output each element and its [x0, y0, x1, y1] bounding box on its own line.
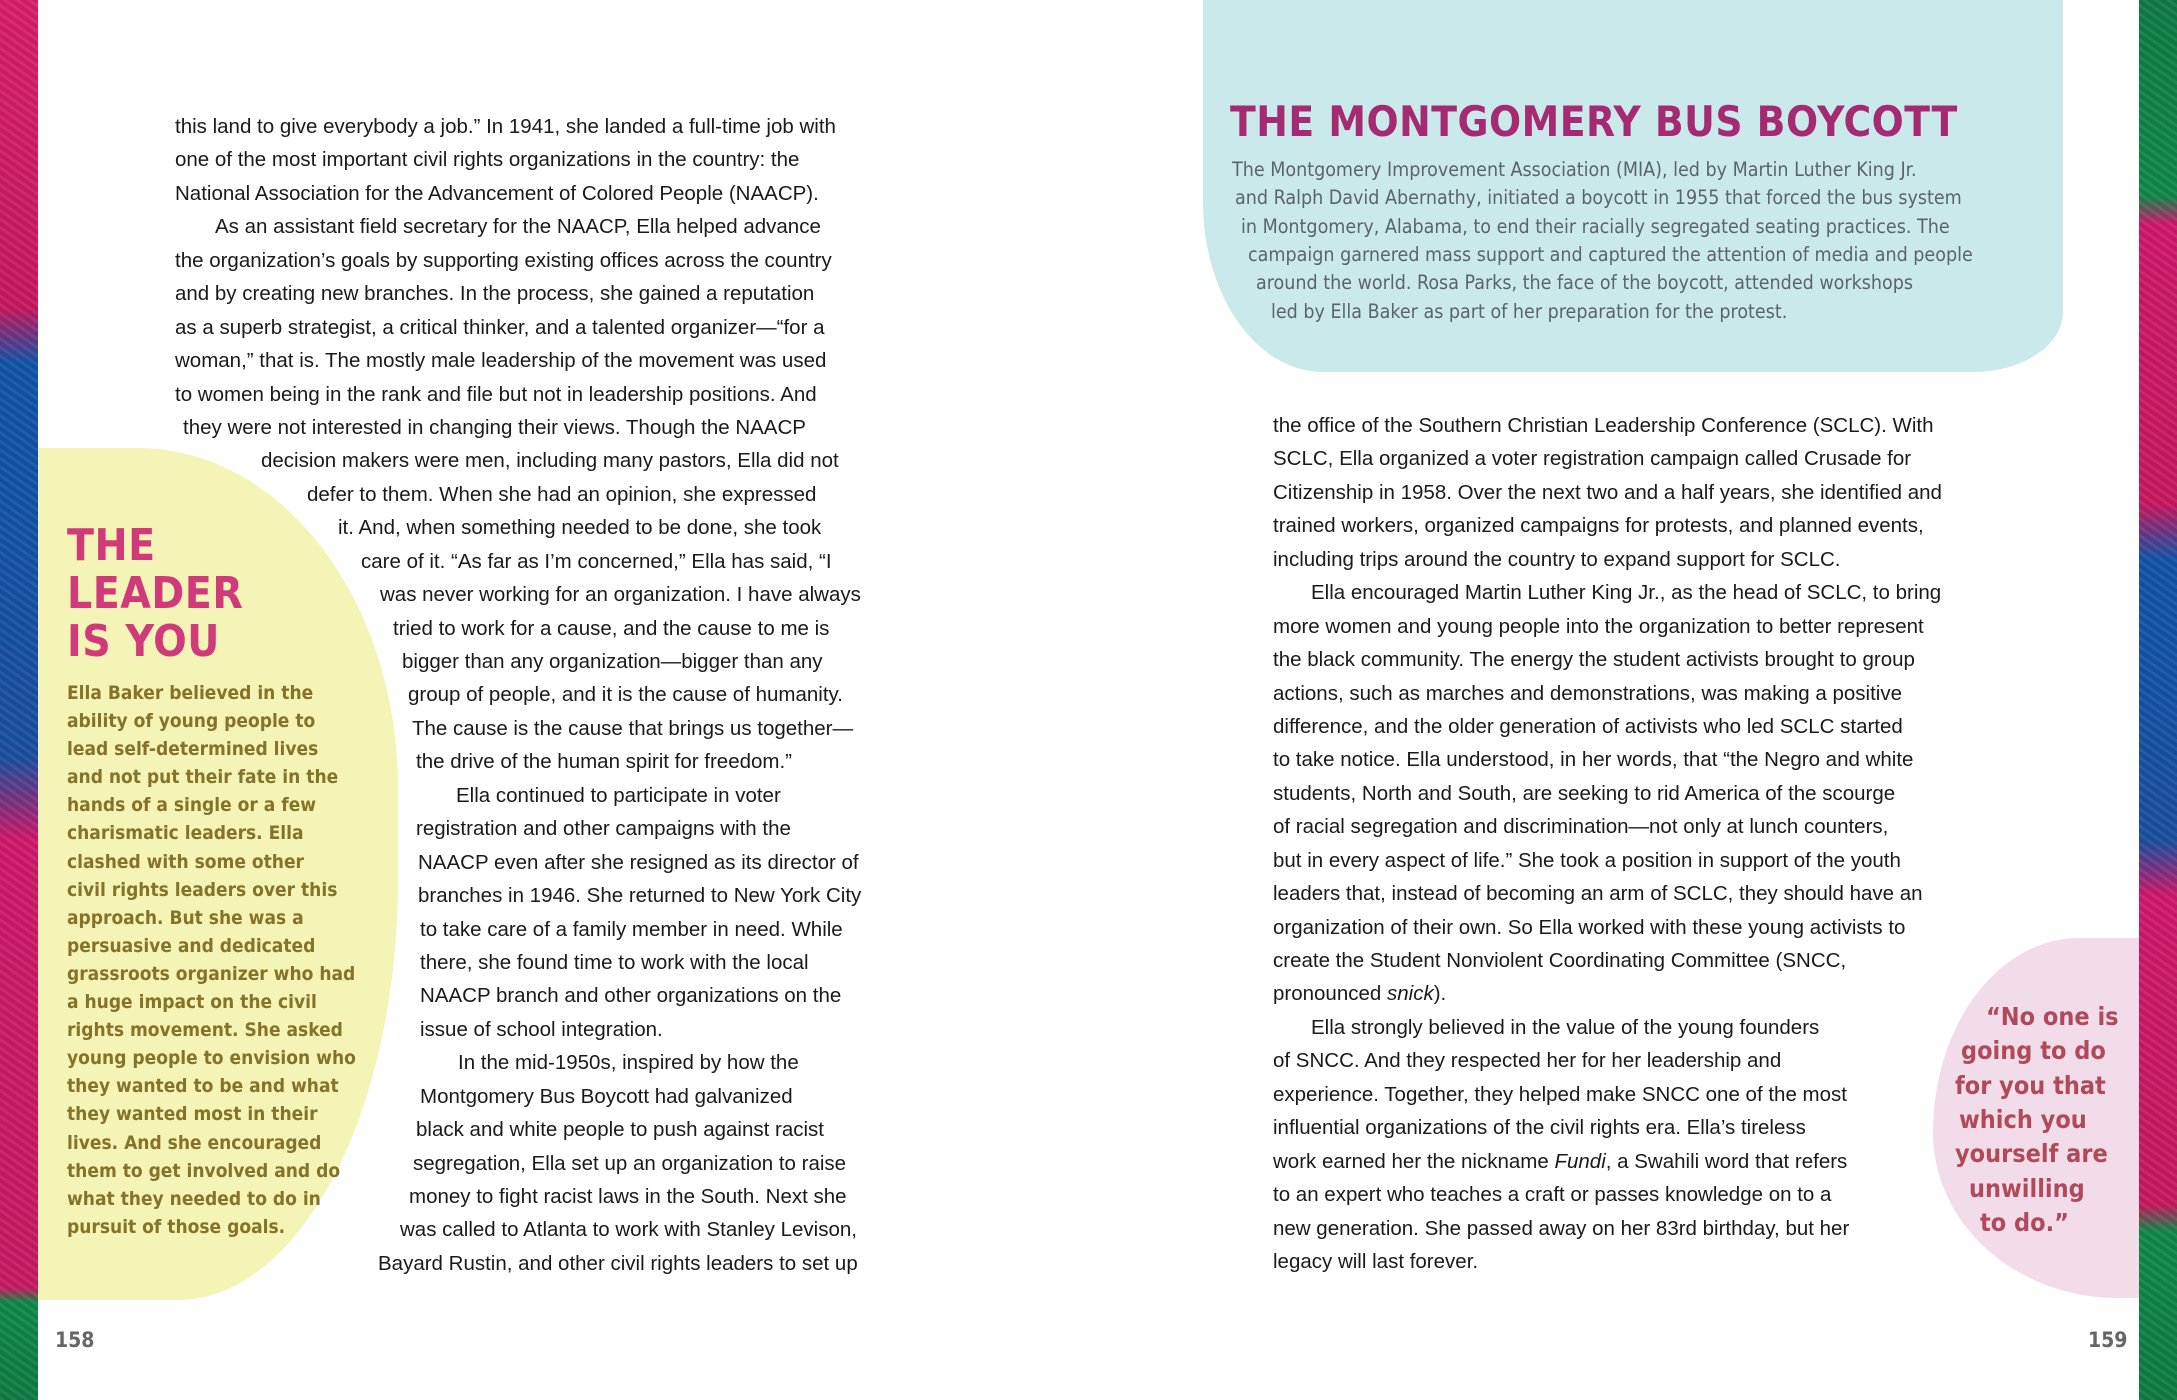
- body-line: Ella continued to participate in voter: [456, 783, 781, 807]
- body-line-text: difference, and the older generation of activists who led SCLC started: [1273, 714, 1903, 738]
- italic-term-fundi: Fundi: [1554, 1149, 1606, 1173]
- sidebar-line: what they needed to do in: [67, 1187, 321, 1210]
- leader-sidebar-text: [67, 679, 367, 1241]
- sidebar-line: lead self-determined lives: [67, 738, 319, 761]
- leader-sidebar-title: [67, 522, 243, 666]
- sidebar-line: hands of a single or a few: [67, 794, 317, 817]
- sidebar-line: and not put their fate in the: [67, 766, 339, 789]
- body-line: [1273, 1245, 1942, 1278]
- body-line: [1273, 1178, 1942, 1211]
- sidebar-line: rights movement. She asked: [67, 1019, 343, 1042]
- body-line: NAACP even after she resigned as its director of: [418, 850, 859, 874]
- boycott-line: The Montgomery Improvement Association (MIA), led by Martin Luther King Jr.: [1232, 158, 1917, 181]
- body-line: the drive of the human spirit for freedom.”: [416, 750, 793, 774]
- body-line: In the mid-1950s, inspired by how the: [458, 1051, 799, 1075]
- body-line: [1273, 576, 1942, 609]
- body-line: decision makers were men, including many pastors, Ella did not: [261, 449, 839, 473]
- body-line-text: actions, such as marches and demonstrations, was making a positive: [1273, 681, 1902, 705]
- quote-line: “No one is: [1986, 1002, 2119, 1031]
- body-line-text: including trips around the country to expand support for SCLC.: [1273, 547, 1841, 571]
- body-line: [1273, 944, 1942, 977]
- body-line: [1273, 643, 1942, 676]
- body-line: [1273, 1212, 1942, 1245]
- sidebar-line: pursuit of those goals.: [67, 1215, 286, 1238]
- sidebar-title-line: IS YOU: [67, 616, 220, 667]
- quote-line: which you: [1959, 1104, 2087, 1134]
- body-line: [1273, 509, 1942, 542]
- page-number-right: 159: [2088, 1328, 2128, 1352]
- body-line-text: experience. Together, they helped make SNCC one of the most: [1273, 1082, 1847, 1106]
- sidebar-line: they wanted to be and what: [67, 1075, 339, 1098]
- boycott-line: and Ralph David Abernathy, initiated a boycott in 1955 that forced the bus system: [1235, 186, 1962, 210]
- sidebar-line: them to get involved and do: [67, 1159, 341, 1182]
- body-line-text: organization of their own. So Ella worked with these young activists to: [1273, 915, 1906, 939]
- body-line: there, she found time to work with the local: [420, 950, 809, 974]
- sidebar-line: civil rights leaders over this: [67, 878, 338, 901]
- body-line: [1273, 911, 1942, 944]
- body-line: [1273, 844, 1942, 877]
- body-line: woman,” that is. The mostly male leadership of the movement was used: [175, 349, 827, 373]
- body-line: National Association for the Advancement of Colored People (NAACP).: [175, 181, 819, 205]
- body-line-text: trained workers, organized campaigns for protests, and planned events,: [1273, 514, 1924, 538]
- sidebar-line: persuasive and dedicated: [67, 934, 316, 957]
- body-line-text: Citizenship in 1958. Over the next two and a half years, she identified and: [1273, 480, 1942, 504]
- body-line: [1273, 610, 1942, 643]
- sidebar-line: they wanted most in their: [67, 1103, 318, 1126]
- body-line: care of it. “As far as I’m concerned,” Ella has said, “I: [361, 549, 832, 573]
- body-line-text: to an expert who teaches a craft or passes knowledge on to a: [1273, 1183, 1832, 1207]
- body-line: money to fight racist laws in the South. Next she: [409, 1185, 847, 1208]
- body-line: As an assistant field secretary for the NAACP, Ella helped advance: [215, 215, 821, 239]
- body-line: bigger than any organization—bigger than any: [402, 650, 823, 673]
- body-line: this land to give everybody a job.” In 1941, she landed a full-time job with: [175, 115, 836, 138]
- quote-line: yourself are: [1955, 1139, 2108, 1169]
- body-line: [1273, 877, 1942, 910]
- quote-line: for you that: [1955, 1070, 2106, 1100]
- body-line: [1273, 810, 1942, 843]
- body-line: segregation, Ella set up an organization to raise: [413, 1151, 847, 1175]
- right-edge-band: [2139, 0, 2177, 1400]
- body-line: one of the most important civil rights organizations in the country: the: [175, 148, 800, 172]
- boycott-line: campaign garnered mass support and captured the attention of media and people: [1248, 242, 1973, 266]
- body-line: they were not interested in changing their views. Though the NAACP: [183, 415, 806, 439]
- body-line-text: create the Student Nonviolent Coordinating Committee (SNCC,: [1273, 949, 1847, 972]
- body-line: NAACP branch and other organizations on the: [420, 984, 842, 1008]
- body-line-text: the office of the Southern Christian Leadership Conference (SCLC). With: [1273, 414, 1934, 437]
- body-line-text: but in every aspect of life.” She took a position in support of the youth: [1273, 848, 1901, 872]
- body-line: group of people, and it is the cause of humanity.: [408, 683, 843, 707]
- body-line-text: influential organizations of the civil rights era. Ella’s tireless: [1273, 1116, 1806, 1140]
- body-line: Bayard Rustin, and other civil rights leaders to set up: [378, 1251, 858, 1275]
- body-line: [1273, 710, 1942, 743]
- boycott-title: THE MONTGOMERY BUS BOYCOTT: [1230, 97, 1958, 146]
- body-line: to take care of a family member in need. While: [420, 917, 843, 941]
- body-line-text: students, North and South, are seeking to rid America of the scourge: [1273, 781, 1896, 805]
- sidebar-line: clashed with some other: [67, 850, 304, 873]
- body-line-text: to take notice. Ella understood, in her words, that “the Negro and white: [1273, 748, 1914, 772]
- boycott-line: in Montgomery, Alabama, to end their racially segregated seating practices. The: [1241, 214, 1950, 238]
- quote-line: to do.”: [1980, 1207, 2069, 1237]
- body-line: defer to them. When she had an opinion, she expressed: [307, 482, 817, 506]
- body-line-text: leaders that, instead of becoming an arm of SCLC, they should have an: [1273, 882, 1923, 906]
- body-line: [1273, 409, 1942, 442]
- quote-line: unwilling: [1969, 1173, 2085, 1203]
- body-line: as a superb strategist, a critical thinker, and a talented organizer—“for a: [175, 315, 825, 339]
- body-line-text: Ella strongly believed in the value of the young founders: [1311, 1015, 1820, 1039]
- right-page-body: [1273, 409, 1942, 1278]
- sidebar-line: approach. But she was a: [67, 906, 304, 929]
- body-line: [1273, 1044, 1942, 1077]
- boycott-line: around the world. Rosa Parks, the face of the boycott, attended workshops: [1256, 271, 1914, 295]
- body-line-text: , a Swahili word that refers: [1605, 1149, 1848, 1173]
- quote-line: going to do: [1961, 1036, 2106, 1066]
- body-line: [1273, 1078, 1942, 1111]
- body-line-text: pronounced: [1273, 982, 1387, 1006]
- body-line: was never working for an organization. I have always: [380, 583, 861, 607]
- body-line: [1273, 677, 1942, 710]
- body-line-text: of SNCC. And they respected her for her leadership and: [1273, 1049, 1782, 1073]
- boycott-line: led by Ella Baker as part of her preparation for the protest.: [1271, 299, 1788, 323]
- page-number-left: 158: [55, 1328, 95, 1352]
- body-line: the organization’s goals by supporting existing offices across the country: [175, 248, 832, 272]
- sidebar-line: grassroots organizer who had: [67, 962, 356, 985]
- body-line: [1273, 476, 1942, 509]
- body-line: [1273, 543, 1942, 576]
- sidebar-line: Ella Baker believed in the: [67, 682, 314, 704]
- body-line: [1273, 1011, 1942, 1044]
- body-line: to women being in the rank and file but not in leadership positions. And: [175, 382, 817, 406]
- body-line: The cause is the cause that brings us together—: [412, 716, 854, 740]
- body-line: black and white people to push against racist: [416, 1118, 824, 1142]
- body-line-text: the black community. The energy the student activists brought to group: [1273, 648, 1915, 672]
- sidebar-line: young people to envision who: [67, 1047, 356, 1070]
- body-line-text: legacy will last forever.: [1273, 1249, 1479, 1273]
- body-line-text: SCLC, Ella organized a voter registration campaign called Crusade for: [1273, 447, 1912, 471]
- body-line: [1273, 442, 1942, 475]
- body-line: [1273, 1111, 1942, 1144]
- sidebar-line: charismatic leaders. Ella: [67, 822, 304, 845]
- body-line: issue of school integration.: [420, 1017, 663, 1041]
- body-line-text: new generation. She passed away on her 83rd birthday, but her: [1273, 1216, 1850, 1240]
- sidebar-title-line: LEADER: [67, 568, 244, 619]
- body-line: tried to work for a cause, and the cause to me is: [393, 616, 830, 640]
- body-line: branches in 1946. She returned to New York City: [418, 884, 862, 908]
- body-line-text: Ella encouraged Martin Luther King Jr., as the head of SCLC, to bring: [1311, 581, 1942, 605]
- body-line: was called to Atlanta to work with Stanley Levison,: [400, 1218, 857, 1242]
- sidebar-line: a huge impact on the civil: [67, 991, 317, 1014]
- body-line-text: of racial segregation and discrimination—not only at lunch counters,: [1273, 815, 1889, 839]
- italic-term-snick: snick: [1386, 982, 1434, 1006]
- body-line: [1273, 977, 1942, 1010]
- sidebar-line: lives. And she encouraged: [67, 1131, 322, 1154]
- body-line: [1273, 743, 1942, 776]
- body-line: and by creating new branches. In the process, she gained a reputation: [175, 282, 815, 306]
- sidebar-line: ability of young people to: [67, 710, 316, 733]
- body-line: [1273, 1145, 1942, 1178]
- body-line: registration and other campaigns with the: [416, 817, 791, 841]
- body-line-text: work earned her the nickname: [1273, 1149, 1555, 1173]
- body-line-text: more women and young people into the organization to better represent: [1273, 614, 1924, 638]
- body-line: Montgomery Bus Boycott had galvanized: [420, 1084, 793, 1108]
- body-line: it. And, when something needed to be done, she took: [338, 516, 822, 540]
- body-line-text: ).: [1433, 982, 1447, 1006]
- sidebar-title-line: THE: [67, 520, 156, 571]
- body-line: [1273, 777, 1942, 810]
